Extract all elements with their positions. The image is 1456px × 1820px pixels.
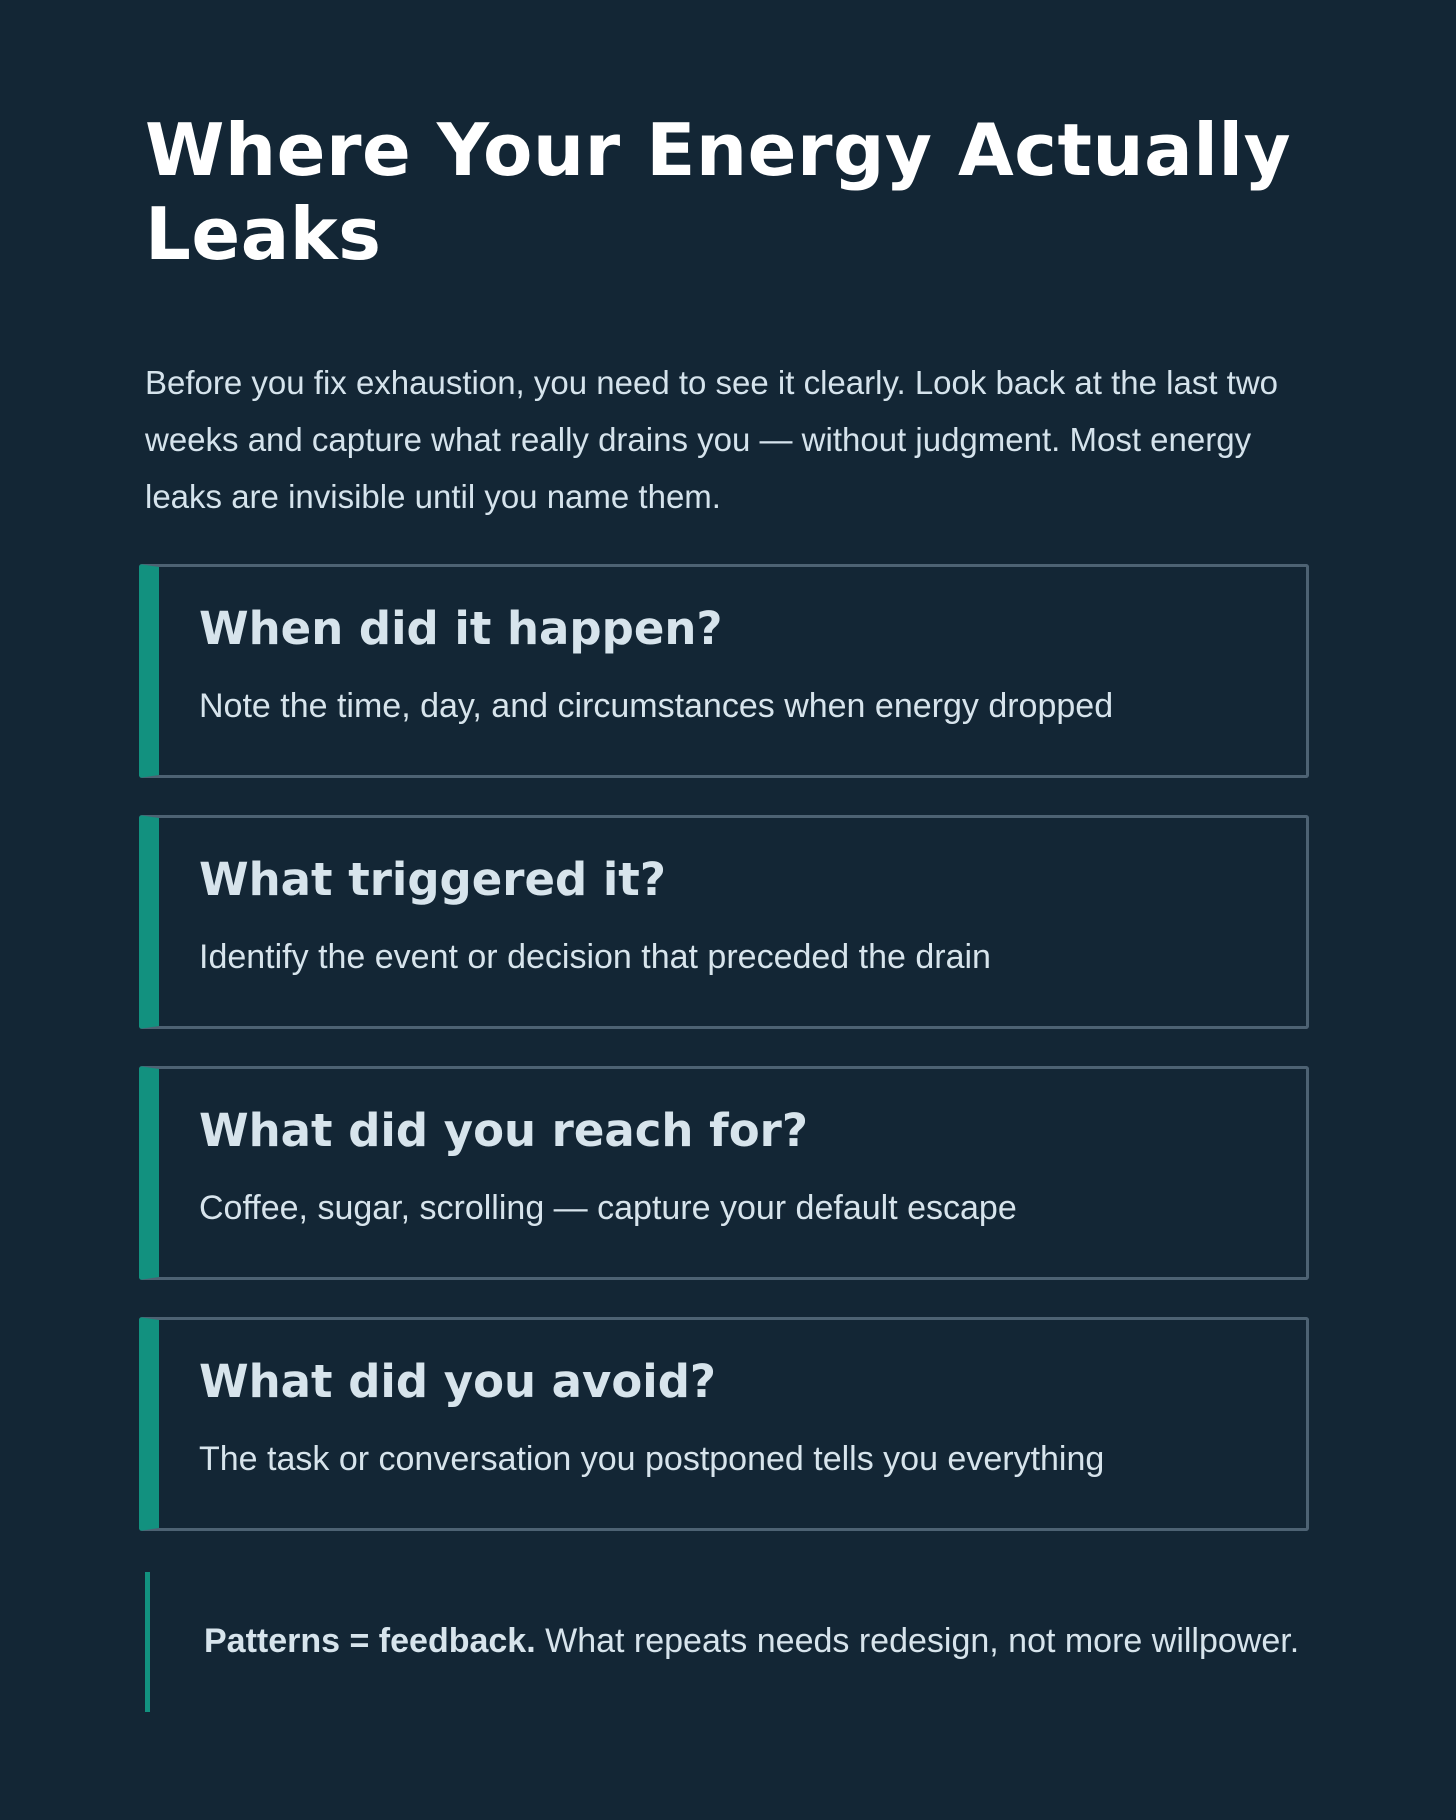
card-description: Note the time, day, and circumstances when energy dropped <box>199 687 1114 725</box>
card-title: What triggered it? <box>199 853 666 906</box>
card-reach <box>139 1066 1309 1280</box>
intro-paragraph: Before you fix exhaustion, you need to see it clearly. Look back at the last two weeks and capture what really drains you — without judgment. Most energy leaks are invisible until you name them. <box>145 364 1279 515</box>
callout-box <box>145 1572 1316 1712</box>
card-description: The task or conversation you postponed tells you everything <box>199 1440 1105 1478</box>
card-title: What did you reach for? <box>199 1104 808 1157</box>
card-description: Identify the event or decision that preceded the drain <box>199 938 991 976</box>
card-avoid <box>139 1317 1309 1531</box>
card-trigger <box>139 815 1309 1029</box>
card-title: What did you avoid? <box>199 1355 717 1408</box>
callout-body-text: What repeats needs redesign, not more willpower. <box>535 1622 1300 1660</box>
card-title: When did it happen? <box>199 602 723 655</box>
callout-text <box>204 1620 1299 1662</box>
card-when <box>139 564 1309 778</box>
callout-strong-text: Patterns = feedback. <box>204 1622 536 1660</box>
page-title: Where Your Energy Actually Leaks <box>145 108 1292 276</box>
card-description: Coffee, sugar, scrolling — capture your default escape <box>199 1189 1017 1227</box>
